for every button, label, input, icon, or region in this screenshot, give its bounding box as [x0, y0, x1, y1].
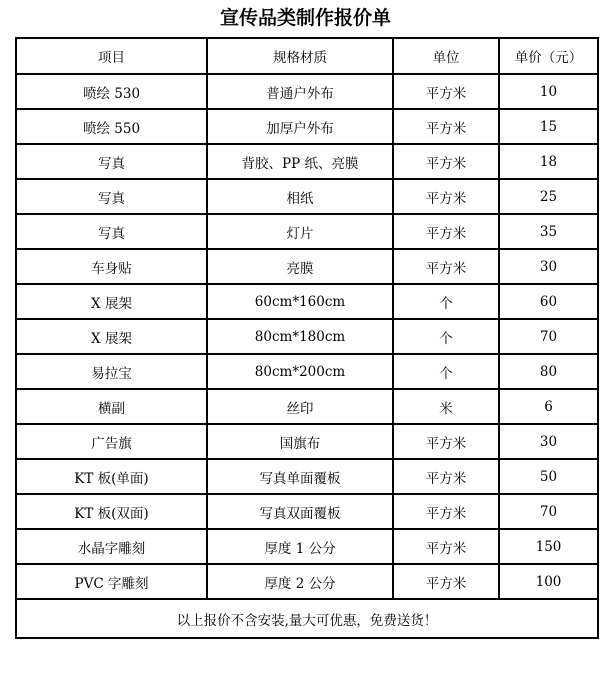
cell-price: 60 [499, 284, 598, 319]
cell-unit: 平方米 [393, 424, 499, 459]
cell-price: 10 [499, 74, 598, 109]
table-row [16, 564, 598, 599]
price-table [15, 37, 599, 639]
cell-price: 15 [499, 109, 598, 144]
cell-unit: 个 [393, 284, 499, 319]
cell-price: 50 [499, 459, 598, 494]
table-row [16, 494, 598, 529]
cell-item: 喷绘 550 [16, 109, 207, 144]
table-row [16, 284, 598, 319]
cell-item: 写真 [16, 144, 207, 179]
table-row [16, 109, 598, 144]
cell-item: 水晶字雕刻 [16, 529, 207, 564]
cell-item: 写真 [16, 179, 207, 214]
cell-unit: 米 [393, 389, 499, 424]
table-row [16, 144, 598, 179]
note-cell: 以上报价不含安装,量大可优惠，免费送货！ [16, 599, 598, 638]
cell-price: 35 [499, 214, 598, 249]
table-row [16, 249, 598, 284]
table-row [16, 74, 598, 109]
cell-item: 易拉宝 [16, 354, 207, 389]
cell-price: 18 [499, 144, 598, 179]
cell-spec: 60cm*160cm [207, 284, 393, 319]
cell-unit: 个 [393, 319, 499, 354]
cell-spec: 普通户外布 [207, 74, 393, 109]
cell-spec: 加厚户外布 [207, 109, 393, 144]
cell-spec: 亮膜 [207, 249, 393, 284]
cell-price: 30 [499, 424, 598, 459]
cell-spec: 灯片 [207, 214, 393, 249]
cell-unit: 平方米 [393, 494, 499, 529]
cell-spec: 国旗布 [207, 424, 393, 459]
table-row [16, 214, 598, 249]
cell-price: 30 [499, 249, 598, 284]
cell-item: KT 板(单面) [16, 459, 207, 494]
cell-unit: 平方米 [393, 144, 499, 179]
cell-price: 6 [499, 389, 598, 424]
cell-item: 喷绘 530 [16, 74, 207, 109]
header-spec: 规格材质 [207, 38, 393, 74]
header-price: 单价（元） [499, 38, 598, 74]
cell-unit: 个 [393, 354, 499, 389]
table-header-row [16, 38, 598, 74]
cell-unit: 平方米 [393, 529, 499, 564]
note-row [16, 599, 598, 638]
cell-spec: 80cm*180cm [207, 319, 393, 354]
cell-unit: 平方米 [393, 214, 499, 249]
cell-item: 车身贴 [16, 249, 207, 284]
cell-unit: 平方米 [393, 459, 499, 494]
cell-spec: 写真单面覆板 [207, 459, 393, 494]
cell-item: X 展架 [16, 319, 207, 354]
cell-spec: 写真双面覆板 [207, 494, 393, 529]
table-row [16, 179, 598, 214]
cell-unit: 平方米 [393, 249, 499, 284]
cell-spec: 厚度 1 公分 [207, 529, 393, 564]
header-item: 项目 [16, 38, 207, 74]
cell-item: 写真 [16, 214, 207, 249]
cell-spec: 厚度 2 公分 [207, 564, 393, 599]
cell-unit: 平方米 [393, 564, 499, 599]
table-row [16, 354, 598, 389]
cell-item: X 展架 [16, 284, 207, 319]
cell-price: 80 [499, 354, 598, 389]
page-title: 宣传品类制作报价单 [219, 7, 391, 29]
cell-price: 100 [499, 564, 598, 599]
cell-item: 广告旗 [16, 424, 207, 459]
cell-price: 70 [499, 319, 598, 354]
cell-price: 25 [499, 179, 598, 214]
table-row [16, 389, 598, 424]
cell-price: 70 [499, 494, 598, 529]
cell-price: 150 [499, 529, 598, 564]
cell-spec: 相纸 [207, 179, 393, 214]
cell-unit: 平方米 [393, 109, 499, 144]
cell-spec: 丝印 [207, 389, 393, 424]
table-row [16, 459, 598, 494]
cell-item: KT 板(双面) [16, 494, 207, 529]
cell-unit: 平方米 [393, 74, 499, 109]
cell-spec: 80cm*200cm [207, 354, 393, 389]
cell-item: 横副 [16, 389, 207, 424]
table-row [16, 424, 598, 459]
cell-item: PVC 字雕刻 [16, 564, 207, 599]
cell-unit: 平方米 [393, 179, 499, 214]
table-row [16, 319, 598, 354]
header-unit: 单位 [393, 38, 499, 74]
cell-spec: 背胶、PP 纸、亮膜 [207, 144, 393, 179]
table-row [16, 529, 598, 564]
